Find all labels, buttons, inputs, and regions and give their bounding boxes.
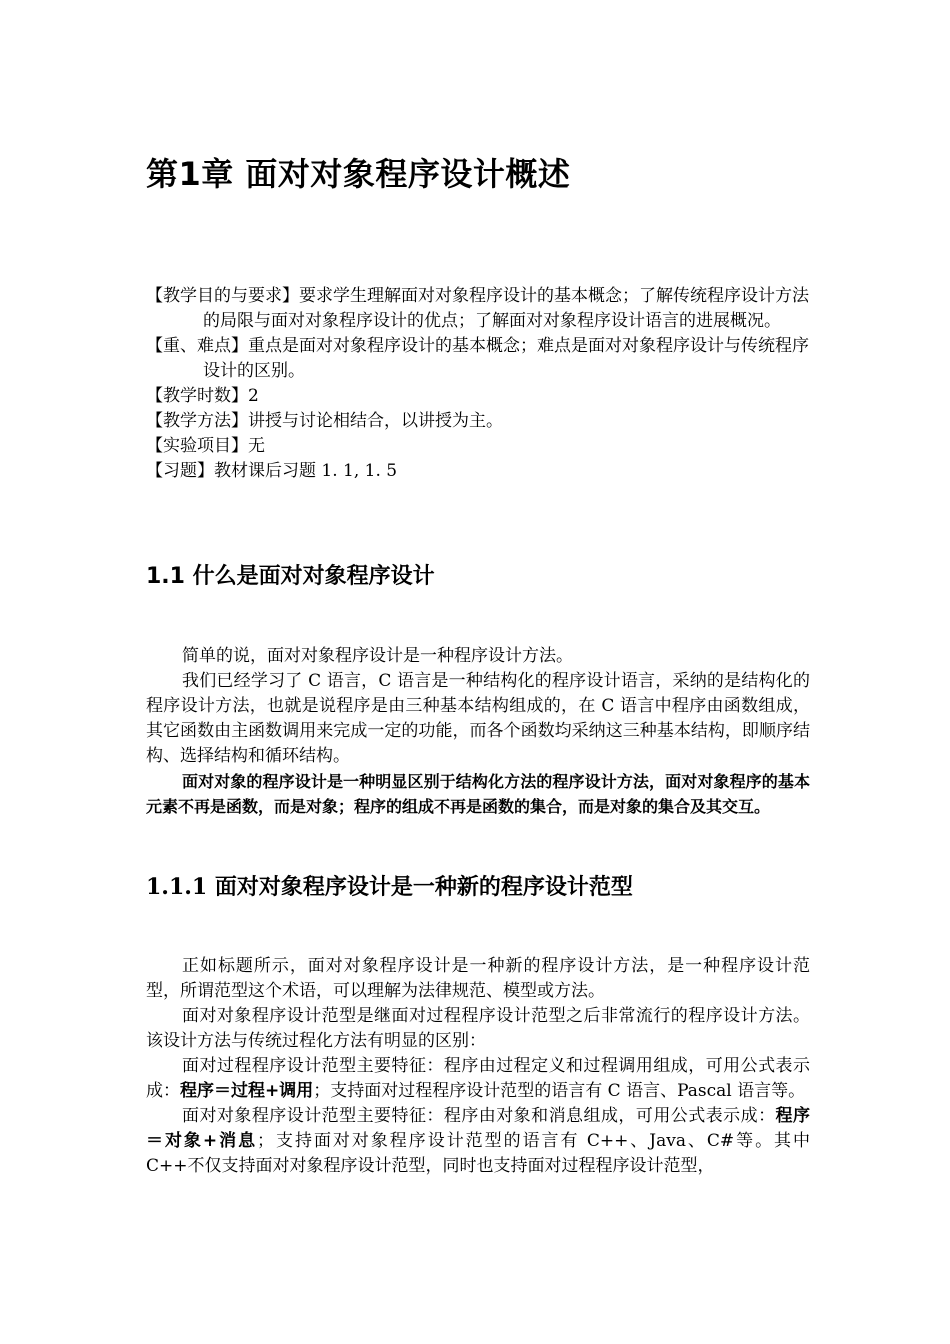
paragraph-emphasis: 面对对象的程序设计是一种明显区别于结构化方法的程序设计方法，面对对象程序的基本元素不再是函数，而是对象；程序的组成不再是函数的集合，而是对象的集合及其交互。	[146, 772, 810, 816]
chapter-title: 第1章 面对对象程序设计概述	[146, 155, 571, 193]
formula-object-oriented: 程序＝对象+消息	[146, 1106, 811, 1151]
paragraph: 我们已经学习了 C 语言，C 语言是一种结构化的程序设计语言，采纳的是结构化的程序设计方法，也就是说程序是由三种基本结构组成的，在 C 语言中程序由函数组成，其它函数由主函数调用来完成一定的功能，而各个函数均采纳这三种基本结构，即顺序结构、选择结构和循环结构。	[146, 671, 810, 766]
meta-exercises: 【习题】教材课后习题 1. 1, 1. 5	[146, 461, 398, 481]
text-run: ；支持面对过程程序设计范型的语言有 C 语言、Pascal 语言等。	[313, 1081, 806, 1101]
meta-hours: 【教学时数】2	[146, 386, 259, 406]
teaching-meta	[146, 284, 810, 484]
paragraph: 简单的说，面对对象程序设计是一种程序设计方法。	[182, 646, 573, 666]
meta-experiment: 【实验项目】无	[146, 436, 265, 456]
section-1-1-1-body	[146, 954, 810, 1179]
text-run: ；支持面对对象程序设计范型的语言有 C++、Java、C#等。其中 C++不仅支持面对对象程序设计范型，同时也支持面对过程程序设计范型，	[146, 1131, 810, 1176]
text-run: 面对过程程序设计范型主要特征：程序由过程定义和过程调用组成，可用公式表示成：	[146, 1056, 810, 1101]
meta-objectives: 【教学目的与要求】要求学生理解面对对象程序设计的基本概念；了解传统程序设计方法的局限与面对对象程序设计的优点；了解面对对象程序设计语言的进展概况。	[146, 286, 809, 331]
paragraph: 面对对象程序设计范型是继面对过程程序设计范型之后非常流行的程序设计方法。该设计方法与传统过程化方法有明显的区别：	[146, 1006, 810, 1051]
meta-method: 【教学方法】讲授与讨论相结合，以讲授为主。	[146, 411, 503, 431]
paragraph	[146, 1054, 810, 1104]
paragraph	[146, 1104, 810, 1179]
formula-procedural: 程序＝过程+调用	[180, 1081, 314, 1101]
section-1-1-1-heading: 1.1.1 面对对象程序设计是一种新的程序设计范型	[146, 874, 633, 900]
paragraph: 正如标题所示，面对对象程序设计是一种新的程序设计方法，是一种程序设计范型，所谓范型这个术语，可以理解为法律规范、模型或方法。	[146, 956, 810, 1001]
section-1-1-body	[146, 644, 810, 819]
section-1-1-heading: 1.1 什么是面对对象程序设计	[146, 564, 435, 589]
meta-key-points: 【重、难点】重点是面对对象程序设计的基本概念；难点是面对对象程序设计与传统程序设计的区别。	[146, 336, 809, 381]
text-run: 面对对象程序设计范型主要特征：程序由对象和消息组成，可用公式表示成：	[182, 1106, 776, 1126]
